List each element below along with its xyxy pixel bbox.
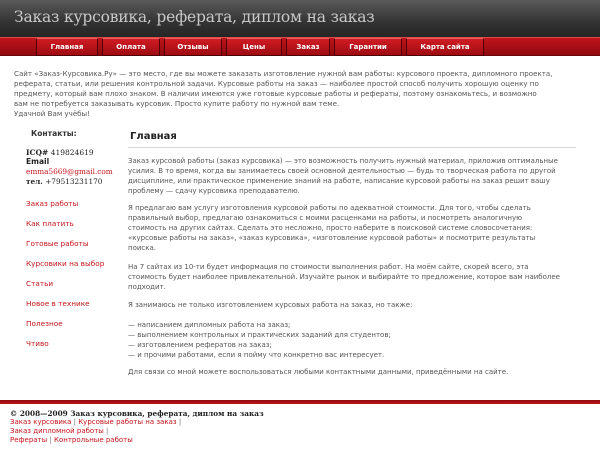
paragraph-line: Для связи со мной можете воспользоваться любыми контактными данными, приведёнными на сайте. [128,368,509,376]
paragraph-line: На 7 сайтах из 10-ти будет информация по стоимости выполнения работ. На моём сайте, скорей всего, эта [128,263,529,271]
content-paragraph [128,300,590,310]
sidebar-link-order-work[interactable]: Заказ работы [26,199,79,208]
site-header [0,0,600,37]
intro-line: Сайт «Заказ-Курсовика.Ру» — это место, где вы можете заказать изготовление нужной вам работы: курсового проекта, дипломного проекта, [14,69,553,78]
nav-item-order[interactable]: Заказ [286,38,330,56]
footer-divider [0,400,600,404]
paragraph-line: дисциплине, или практическое применение знаний на работе, написание курсовой работы на заказ решит вашу [128,177,550,185]
paragraph-line: подходит. [128,283,166,291]
page-title: Главная [130,131,177,142]
sidebar-link-ready-works[interactable]: Готовые работы [26,239,89,248]
email-link[interactable]: emma5669@gmail.com [26,167,113,176]
list-item: — и прочими работами, если я пойму что конкретно вас интересует. [128,351,385,359]
paragraph-line: стоимость будет наиболее привлекательной. Изучайте рынок и выбирайте то предложение, которое вам наиболее [128,273,560,281]
email-label: Email [26,157,50,166]
paragraph-line: усилия. В то время, когда вы занимаетесь своей основной деятельностью — будь то творческая работа по другой [128,167,556,175]
sidebar-link-how-to-pay[interactable]: Как платить [26,219,74,228]
nav-item-reviews[interactable]: Отзывы [164,38,222,56]
icq-number: 419824619 [50,148,94,157]
footer-separator: | [176,418,182,426]
site-title: Заказ курсовика, реферата, диплом на заказ [14,8,375,26]
footer-separator: | [71,418,79,426]
footer-link-coursework-to-order[interactable]: Курсовые работы на заказ [78,418,177,426]
footer-links [10,418,270,445]
footer-link-coursework-order[interactable]: Заказ курсовика [10,418,72,426]
footer-separator: | [47,436,54,444]
main-nav [0,37,600,56]
phone-contact [26,177,136,186]
content-paragraph [128,203,590,253]
nav-item-sitemap[interactable]: Карта сайта [406,38,484,56]
paragraph-line: «курсовые работы на заказ», «заказ курсовика», «изготовление курсовой работы» и посмотрите результаты [128,234,536,242]
paragraph-line: Я предлагаю вам услугу изготовления курсовой работы по адекватной стоимости. Для того, чтобы сделать [128,204,531,212]
title-divider [128,147,576,148]
content-paragraph [128,367,590,377]
icq-label: ICQ# [26,148,49,157]
paragraph-line: стоимость на других сайтах. Сделать это несложно, просто наберите в поисковой системе словосочетания: [128,224,533,232]
list-item: — выполнением контрольных и практических заданий для студентов; [128,331,391,339]
services-list [128,320,590,360]
footer-copyright: © 2008—2009 Заказ курсовика, реферата, диплом на заказ [10,409,264,418]
intro-text [14,69,590,119]
nav-item-prices[interactable]: Цены [226,38,282,56]
nav-item-guarantees[interactable]: Гарантии [334,38,402,56]
sidebar-link-useful[interactable]: Полезное [26,319,63,328]
nav-item-payment[interactable]: Оплата [102,38,160,56]
intro-line: вам не потребуется заказывать курсовик. Просто купите работу по нужной вам теме. [14,99,340,108]
contacts-heading: Контакты: [31,129,77,138]
sidebar-link-tech-news[interactable]: Новое в технике [26,299,90,308]
intro-line: реферата, статьи, или решения контрольной задачи. Курсовые работы на заказ — наиболее простой способ получить хорошую оценку по [14,79,539,88]
footer-separator: | [103,427,109,435]
paragraph-line: Заказ курсовой работы (заказ курсовика) — это возможность получить нужный материал, приложив оптимальные [128,157,558,165]
paragraph-line: проблему — сдачу курсовика преподавателю. [128,187,300,195]
content-paragraph [128,262,590,292]
phone-label: тел. [26,177,43,186]
sidebar-link-articles[interactable]: Статьи [26,279,54,288]
sidebar-link-coursework-choice[interactable]: Курсовики на выбор [26,259,105,268]
sidebar-link-reading[interactable]: Чтиво [26,339,49,348]
list-item: — изготовлением рефератов на заказ; [128,341,272,349]
intro-line: Удачной Вам учёбы! [14,109,91,118]
list-item: — написанием дипломных работа на заказ; [128,321,291,329]
paragraph-line: поиска. [128,244,156,252]
intro-line: предмету, который вам плохо знаком. В наличии имеются уже готовые курсовые работы и рефераты, поэтому ознакомьтесь, и возможно [14,89,537,98]
icq-contact [26,148,136,157]
footer-link-tests[interactable]: Контрольные работы [53,436,133,444]
footer-link-essays[interactable]: Рефераты [10,436,48,444]
paragraph-line: Я занимаюсь не только изготовлением курсовых работа на заказ, но также: [128,301,413,309]
phone-number: +79513231170 [45,177,103,186]
nav-item-home[interactable]: Главная [36,38,98,56]
footer-link-diploma-order[interactable]: Заказ дипломной работы [10,427,104,435]
paragraph-line: правильный выбор, предлагаю ознакомиться с моими расценками на работы, и посмотреть аналогичную [128,214,523,222]
content-paragraph [128,156,590,196]
